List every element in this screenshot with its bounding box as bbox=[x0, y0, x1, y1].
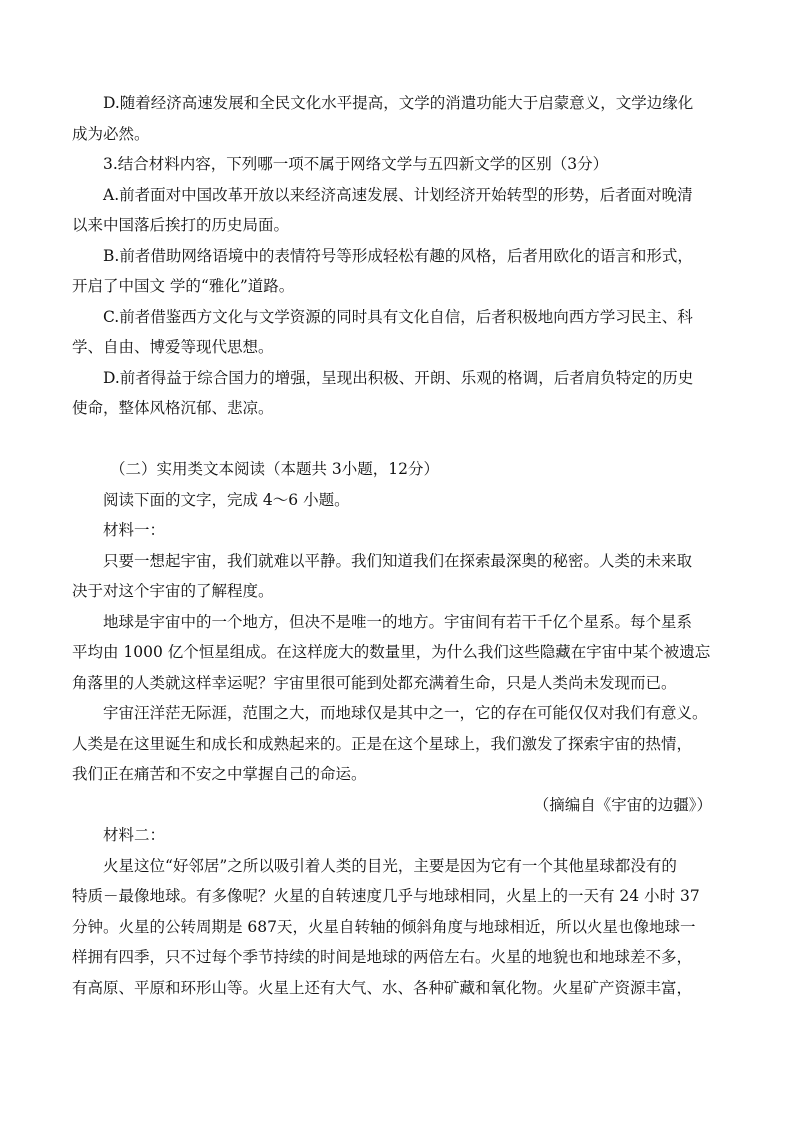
material1-p3-line3: 我们正在痛苦和不安之中掌握自己的命运。 bbox=[72, 765, 367, 783]
exam-page bbox=[72, 88, 722, 1003]
q3-option-c-line2: 学、自由、博爱等现代思想。 bbox=[72, 338, 274, 356]
q2-option-d-line1: D.随着经济高速发展和全民文化水平提高，文学的消遣功能大于启蒙意义，文学边缘化 bbox=[103, 94, 694, 112]
q2-option-d-line2: 成为必然。 bbox=[72, 124, 150, 143]
q3-option-b-line1: B.前者借助网络语境中的表情符号等形成轻松有趣的风格，后者用欧化的语言和形式， bbox=[103, 246, 693, 265]
material2-p1-line5: 有高原、平原和环形山等。火星上还有大气、水、各种矿藏和氧化物。火星矿产资源丰富， bbox=[72, 978, 693, 997]
section2-heading: （二）实用类文本阅读（本题共 3小题，12分） bbox=[110, 460, 440, 478]
section-gap bbox=[72, 424, 722, 455]
material2-p1-line2: 特质－最像地球。有多像呢？火星的自转速度几乎与地球相同，火星上的一天有 24 小时 37 bbox=[72, 887, 700, 905]
material1-p1-line2: 决于对这个宇宙的了解程度。 bbox=[72, 582, 274, 600]
material1-p3-line2: 人类是在这里诞生和成长和成熟起来的。正是在这个星球上，我们激发了探索宇宙的热情， bbox=[72, 734, 693, 753]
material1-p2-line2: 平均由 1000 亿个恒星组成。在这样庞大的数量里，为什么我们这些隐藏在宇宙中某个被遗忘 bbox=[72, 643, 711, 661]
material1-p3-line1: 宇宙汪洋茫无际涯，范围之大，而地球仅是其中之一，它的存在可能仅仅对我们有意义。 bbox=[103, 704, 708, 722]
material1-p1-line1: 只要一想起宇宙，我们就难以平静。我们知道我们在探索最深奥的秘密。人类的未来取 bbox=[103, 551, 693, 570]
q3-option-b-line2: 开启了中国文 学的“雅化”道路。 bbox=[72, 277, 295, 295]
section2-instruction: 阅读下面的文字，完成 4～6 小题。 bbox=[103, 490, 350, 509]
material1-p2-line1: 地球是宇宙中的一个地方，但决不是唯一的地方。宇宙间有若干千亿个星系。每个星系 bbox=[103, 612, 693, 631]
material1-p2-line3: 角落里的人类就这样幸运呢？宇宙里很可能到处都充满着生命，只是人类尚未发现而已。 bbox=[72, 673, 677, 692]
material2-p1-line3: 分钟。火星的公转周期是 687天，火星自转轴的倾斜角度与地球相近，所以火星也像地球一 bbox=[72, 917, 696, 936]
q3-option-a-line1: A.前者面对中国改革开放以来经济高速发展、计划经济开始转型的形势，后者面对晚清 bbox=[103, 185, 693, 204]
material1-source: （摘编自《宇宙的边疆》） bbox=[533, 795, 712, 814]
q3-option-d-line1: D.前者得益于综合国力的增强，呈现出积极、开朗、乐观的格调，后者肩负特定的历史 bbox=[103, 368, 694, 387]
material2-label: 材料二： bbox=[103, 826, 166, 844]
q3-option-a-line2: 以来中国落后挨打的历史局面。 bbox=[72, 216, 290, 234]
q3-option-c-line1: C.前者借鉴西方文化与文学资源的同时具有文化自信，后者积极地向西方学习民主、科 bbox=[103, 307, 693, 326]
material2-p1-line4: 样拥有四季，只不过每个季节持续的时间是地球的两倍左右。火星的地貌也和地球差不多， bbox=[72, 948, 693, 966]
q3-stem: 3.结合材料内容，下列哪一项不属于网络文学与五四新文学的区别（3分） bbox=[103, 155, 609, 173]
material1-label: 材料一： bbox=[103, 521, 166, 539]
q3-option-d-line2: 使命，整体风格沉郁、悲凉。 bbox=[72, 399, 274, 417]
material2-p1-line1: 火星这位“好邻居”之所以吸引着人类的目光，主要是因为它有一个其他星球都没有的 bbox=[103, 856, 677, 875]
